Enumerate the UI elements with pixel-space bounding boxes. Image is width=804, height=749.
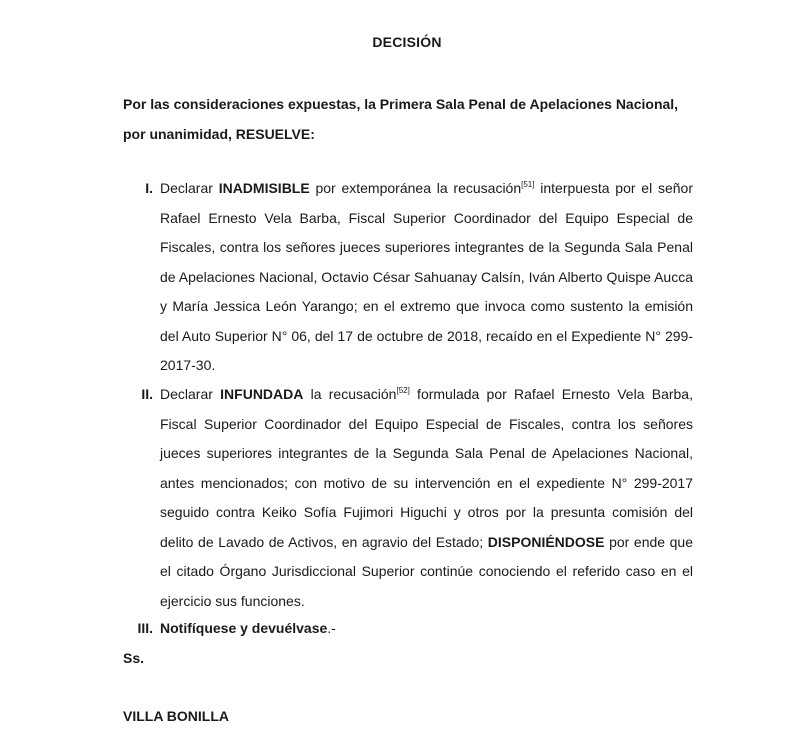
item-rest-text: formulada por Rafael Ernesto Vela Barba, Fiscal Superior Coordinador del Equipo Especial de Fiscales, contra los señores jueces superiores integrantes de la Segunda Sala Penal de Apelaciones Nacional, antes mencionados; con motivo de su intervención en el expediente N° 299-2017 seguido contra Keiko Sofía Fujimori Higuchi y otros por la presunta comisión del delito de Lavado de Activos, en agravio del Estado; — [160, 386, 693, 550]
item-rest-text: interpuesta por el señor Rafael Ernesto Vela Barba, Fiscal Superior Coordinador del Equipo Especial de Fiscales, contra los señores jueces superiores integrantes de la Segunda Sala Penal de Apelaciones Nacional, Octavio César Sahuanay Calsín, Iván Alberto Quispe Aucca y María Jessica León Yarango; en el extremo que invoca como sustento la emisión del Auto Superior N° 06, del 17 de octubre de 2018, recaído en el Expediente N° 299-2017-30. — [160, 180, 693, 373]
item-mid-text: por extemporánea la recusación — [309, 180, 522, 196]
item-decision-keyword: Notifíquese y devuélvase — [160, 620, 328, 636]
item-number: I. — [145, 180, 153, 196]
item-decision-keyword: INADMISIBLE — [218, 180, 310, 196]
item-disposition-keyword: DISPONIÉNDOSE — [487, 533, 605, 550]
intro-paragraph: Por las consideraciones expuestas, la Primera Sala Penal de Apelaciones Nacional, por unanimidad, RESUELVE: — [123, 96, 679, 142]
document-title: DECISIÓN — [372, 34, 442, 50]
item-lead-text: Declarar — [160, 386, 221, 402]
item-body — [160, 380, 693, 616]
resolution-item-3 — [123, 614, 693, 644]
item-mid-text: la recusación — [303, 386, 397, 402]
item-number: II. — [141, 386, 153, 402]
footnote-reference[interactable]: [51] — [521, 180, 535, 189]
item-decision-keyword: INFUNDADA — [220, 386, 304, 402]
item-rest-text-2: por ende que el citado Órgano Jurisdiccional Superior continúe conociendo el referido caso en el ejercicio sus funciones. — [160, 533, 693, 609]
footnote-reference[interactable]: [52] — [396, 386, 410, 395]
item-number: III. — [137, 620, 153, 636]
signer-name: VILLA BONILLA — [123, 708, 230, 724]
resolution-item-2 — [123, 380, 693, 616]
item-rest-text: .- — [327, 620, 336, 636]
item-body — [160, 614, 693, 644]
closing-abbreviation: Ss. — [123, 650, 145, 666]
item-body — [160, 174, 693, 381]
item-lead-text: Declarar — [160, 180, 219, 196]
resolution-item-1 — [123, 174, 693, 381]
